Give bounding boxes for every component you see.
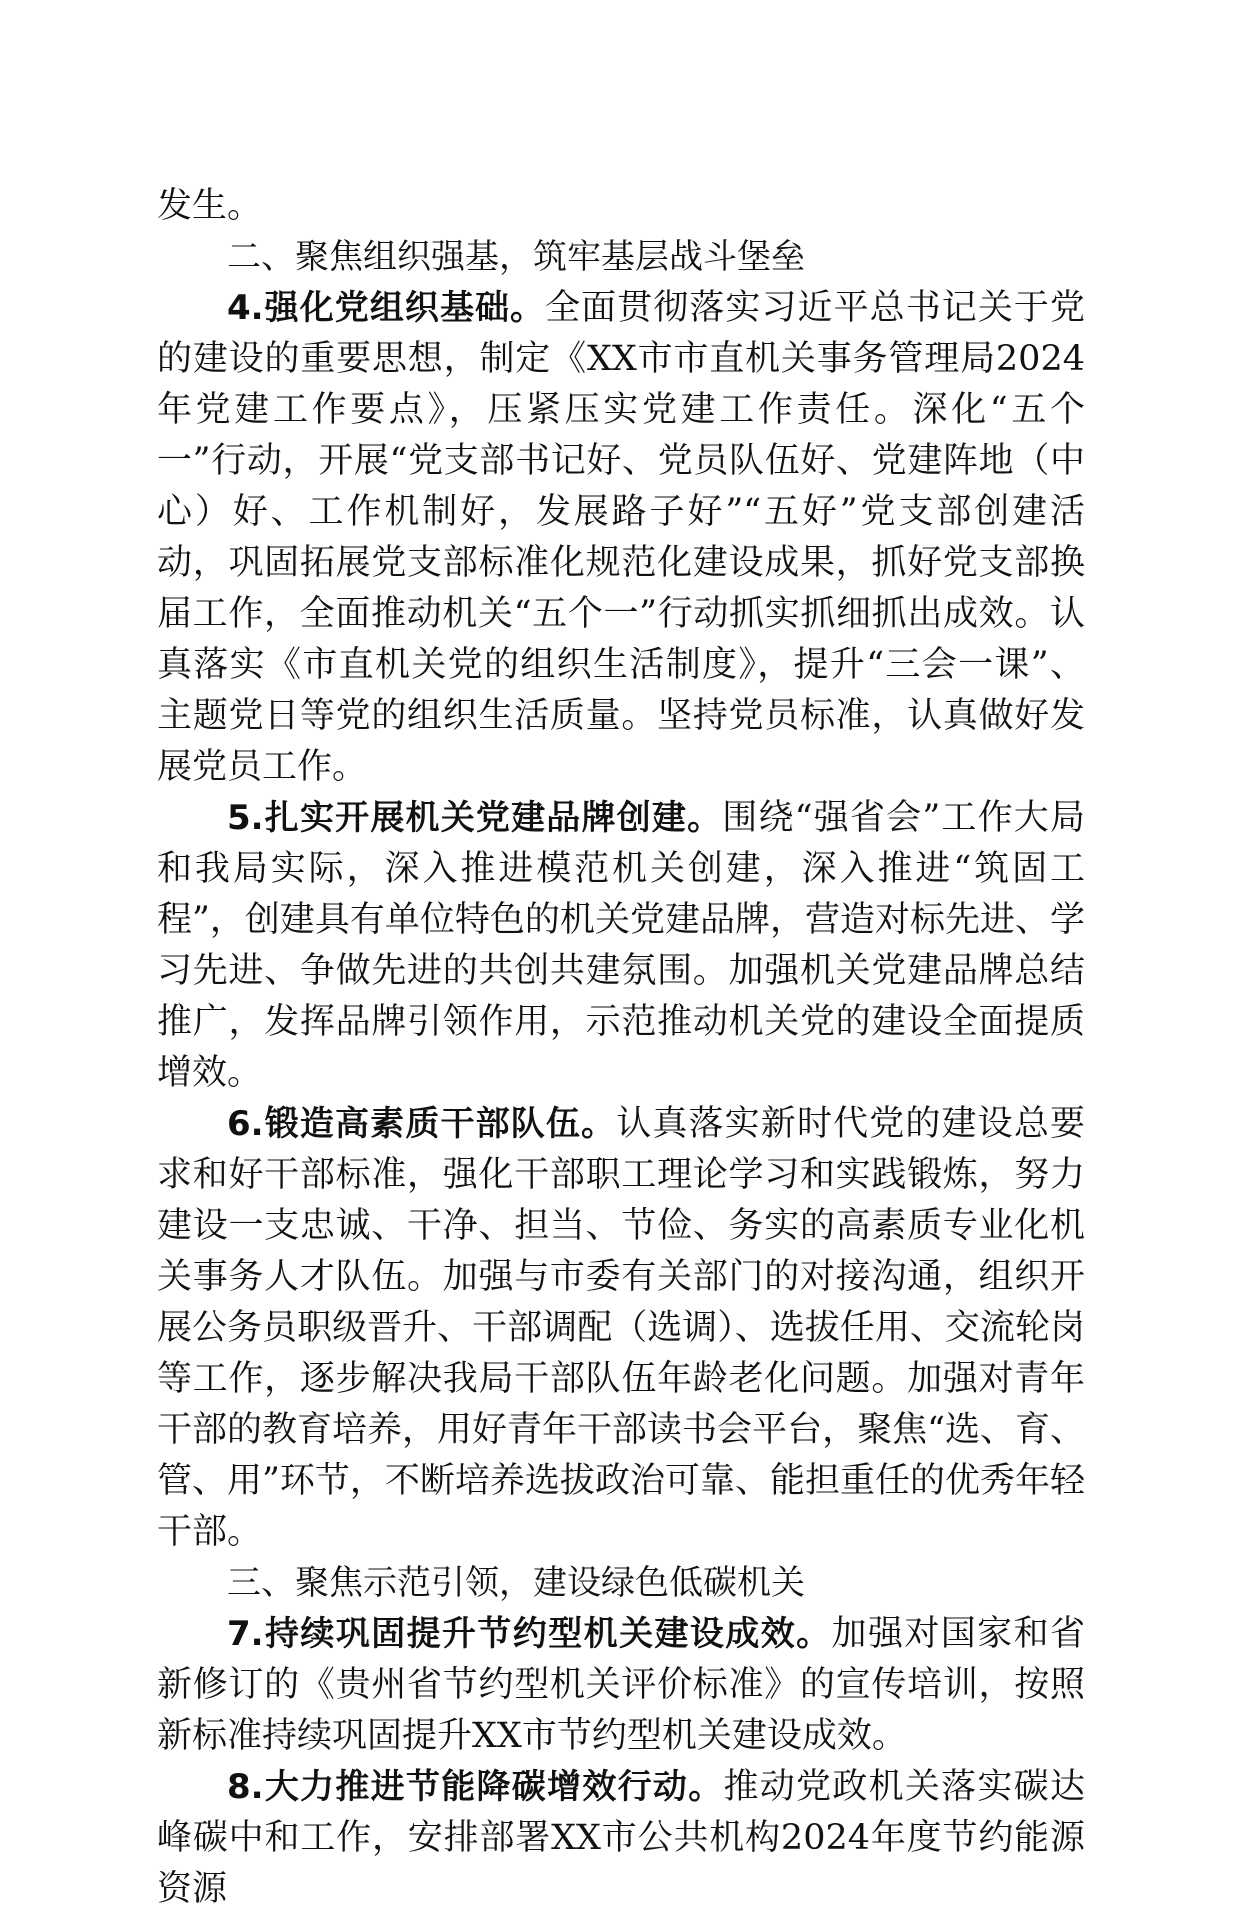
item-8-lead: 8.大力推进节能降碳增效行动。 — [227, 1767, 724, 1807]
item-8-body: 推动党政机关落实碳达峰碳中和工作，安排部署XX市公共机构2024年度节约能源资源 — [157, 1767, 1085, 1909]
item-5-lead: 5.扎实开展机关党建品牌创建。 — [227, 798, 723, 838]
item-7-lead: 7.持续巩固提升节约型机关建设成效。 — [227, 1614, 832, 1654]
item-7-body: 加强对国家和省新修订的《贵州省节约型机关评价标准》的宣传培训，按照新标准持续巩固提升XX市节约型机关建设成效。 — [157, 1614, 1085, 1756]
item-6-body: 认真落实新时代党的建设总要求和好干部标准，强化干部职工理论学习和实践锻炼，努力建设一支忠诚、干净、担当、节俭、务实的高素质专业化机关事务人才队伍。加强与市委有关部门的对接沟通，组织开展公务员职级晋升、干部调配（选调）、选拔任用、交流轮岗等工作，逐步解决我局干部队伍年龄老化问题。加强对青年干部的教育培养，用好青年干部读书会平台，聚焦“选、育、管、用”环节，不断培养选拔政治可靠、能担重任的优秀年轻干部。 — [157, 1104, 1085, 1552]
paragraph-item-6 — [157, 1099, 1085, 1558]
paragraph-item-8 — [157, 1762, 1085, 1915]
paragraph-item-4 — [157, 283, 1085, 793]
item-5-body: 围绕“强省会”工作大局和我局实际，深入推进模范机关创建，深入推进“筑固工程”，创建具有单位特色的机关党建品牌，营造对标先进、学习先进、争做先进的共创共建氛围。加强机关党建品牌总结推广，发挥品牌引领作用，示范推动机关党的建设全面提质增效。 — [157, 798, 1085, 1093]
item-4-body: 全面贯彻落实习近平总书记关于党的建设的重要思想，制定《XX市市直机关事务管理局2024年党建工作要点》，压紧压实党建工作责任。深化“五个一”行动，开展“党支部书记好、党员队伍好、党建阵地（中心）好、工作机制好，发展路子好”“五好”党支部创建活动，巩固拓展党支部标准化规范化建设成果，抓好党支部换届工作，全面推动机关“五个一”行动抓实抓细抓出成效。认真落实《市直机关党的组织生活制度》，提升“三会一课”、主题党日等党的组织生活质量。坚持党员标准，认真做好发展党员工作。 — [157, 288, 1085, 787]
paragraph-item-5 — [157, 793, 1085, 1099]
item-6-lead: 6.锻造高素质干部队伍。 — [227, 1104, 617, 1144]
paragraph-item-7 — [157, 1609, 1085, 1762]
intro-tail: 发生。 — [157, 186, 263, 226]
section-2-heading: 二、聚焦组织强基，筑牢基层战斗堡垒 — [227, 237, 805, 277]
item-4-lead: 4.强化党组织基础。 — [227, 288, 546, 328]
section-3-heading: 三、聚焦示范引领，建设绿色低碳机关 — [227, 1563, 805, 1603]
document-page — [157, 181, 1085, 1915]
